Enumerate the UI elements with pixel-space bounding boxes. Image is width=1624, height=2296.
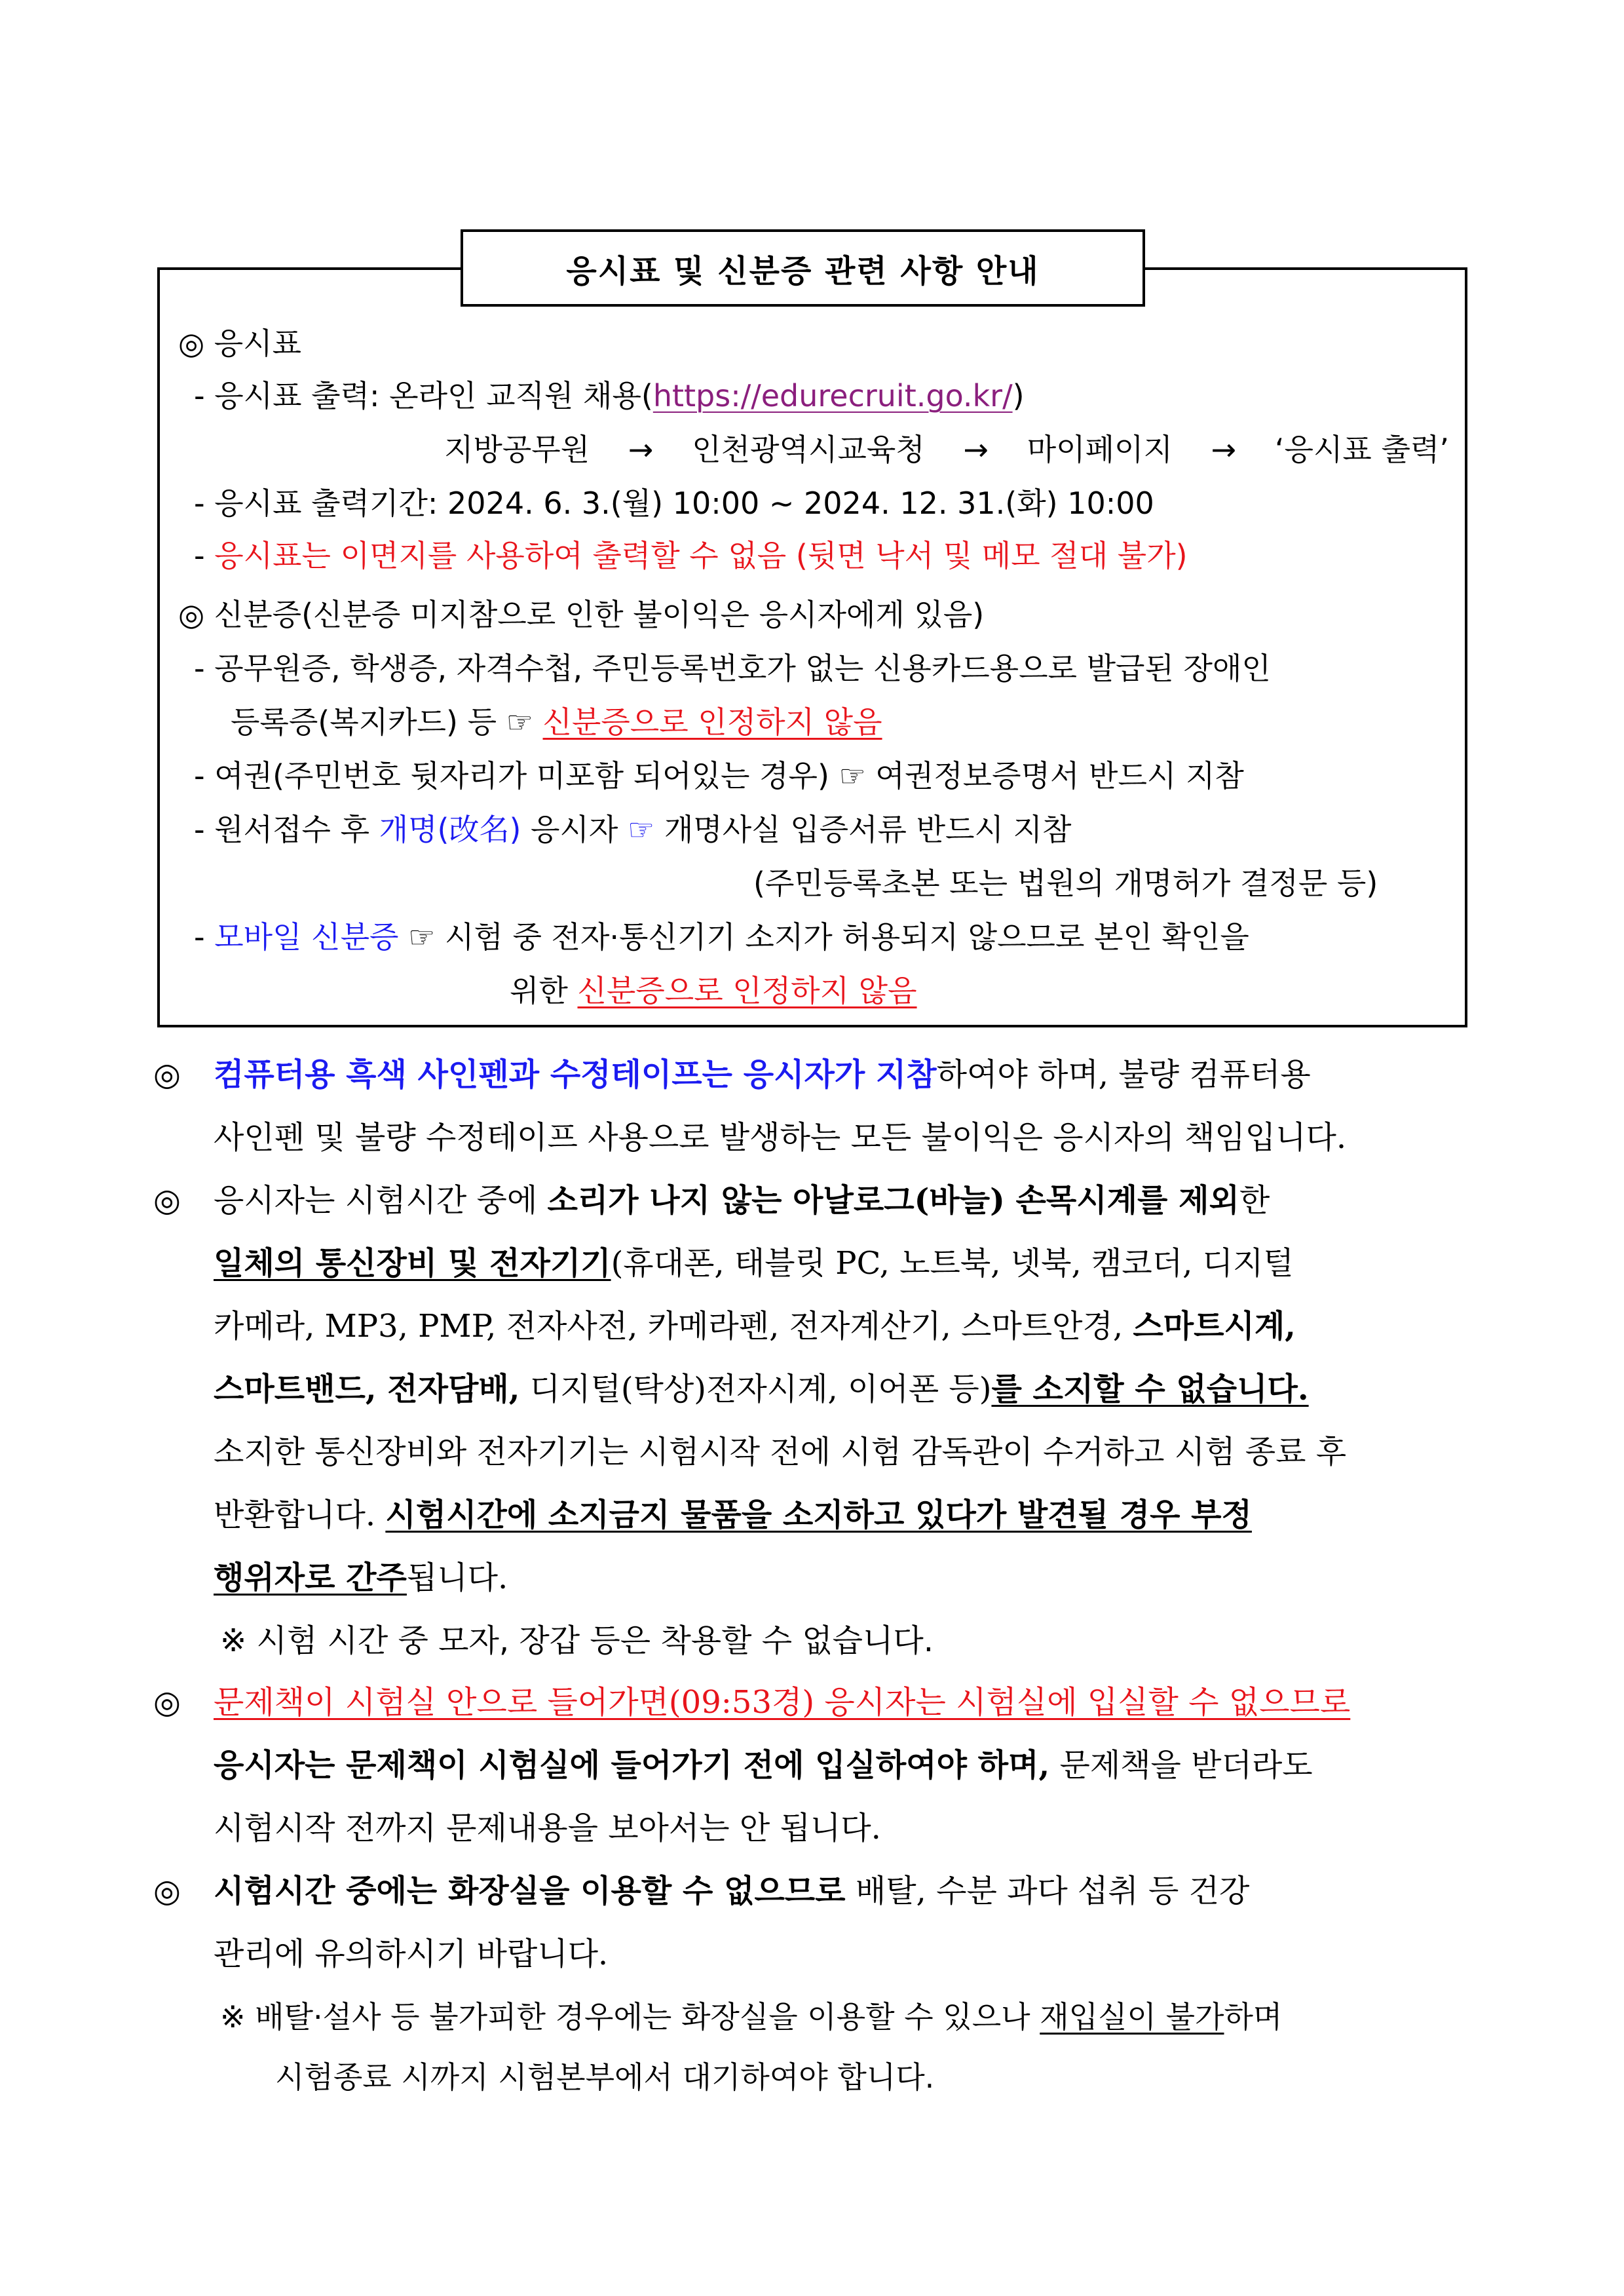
ticket-backside-line bbox=[194, 536, 1188, 575]
device-text: 디지털(탁상)전자시계, 이어폰 등) bbox=[519, 1371, 992, 1407]
pen-notice-rest: 하여야 하며, 불량 컴퓨터용 bbox=[936, 1056, 1311, 1093]
device-text: 카메라, MP3, PMP, 전자사전, 카메라펜, 전자계산기, 스마트안경, bbox=[214, 1308, 1133, 1345]
id-rename-suffix: 개명사실 입증서류 반드시 지참 bbox=[654, 812, 1072, 847]
device-notice-line2 bbox=[214, 1244, 1294, 1283]
path-step: 마이페이지 bbox=[1027, 432, 1173, 467]
hat-note: ※ 시험 시간 중 모자, 장갑 등은 착용할 수 없습니다. bbox=[220, 1622, 934, 1659]
id-mobile-line2 bbox=[510, 971, 917, 1010]
id-rename-prefix: - 원서접수 후 bbox=[194, 812, 379, 847]
toilet-text: 배탈, 수분 과다 섭취 등 건강 bbox=[845, 1873, 1250, 1909]
device-notice-line3 bbox=[214, 1307, 1296, 1346]
arrow-icon: → bbox=[628, 432, 654, 467]
booklet-bold: 응시자는 문제책이 시험실에 들어가기 전에 입실하여야 하며, bbox=[214, 1747, 1050, 1784]
booklet-notice-line2 bbox=[214, 1746, 1313, 1785]
device-text: 응시자는 시험시간 중에 bbox=[214, 1182, 548, 1219]
device-text: 반환합니다. bbox=[214, 1497, 386, 1533]
id-passport: - 여권(주민번호 뒷자리가 미포함 되어있는 경우) ☞ 여권정보증명서 반드시 지참 bbox=[194, 758, 1244, 794]
id-rename-line bbox=[194, 810, 1071, 849]
device-notice-line4 bbox=[214, 1369, 1309, 1409]
id-heading: ◎ 신분증(신분증 미지참으로 인한 불이익은 응시자에게 있음) bbox=[178, 597, 985, 632]
box-title: 응시표 및 신분증 관련 사항 안내 bbox=[461, 229, 1145, 307]
id-item1-text: 등록증(복지카드) 등 ☞ bbox=[231, 704, 543, 740]
toilet-notice-line2: 관리에 유의하시기 바랍니다. bbox=[214, 1936, 609, 1972]
booklet-notice-line1: 문제책이 시험실 안으로 들어가면(09:53경) 응시자는 시험실에 입실할 수 없으므로 bbox=[214, 1684, 1351, 1721]
path-step: 지방공무원 bbox=[444, 432, 590, 467]
path-step: 인천광역시교육청 bbox=[692, 432, 925, 467]
id-item1-not-accepted: 신분증으로 인정하지 않음 bbox=[542, 704, 882, 740]
booklet-text: 문제책을 받더라도 bbox=[1049, 1747, 1313, 1784]
id-mobile-line bbox=[194, 917, 1249, 957]
device-notice-line1 bbox=[214, 1181, 1270, 1220]
device-bold: 스마트시계, bbox=[1133, 1308, 1296, 1345]
device-notice-line5: 소지한 통신장비와 전자기기는 시험시작 전에 시험 감독관이 수거하고 시험 종료 후 bbox=[214, 1434, 1347, 1470]
id-item1-line2 bbox=[231, 702, 882, 742]
id-rename-docs: (주민등록초본 또는 법원의 개명허가 결정문 등) bbox=[753, 866, 1378, 901]
dash: - bbox=[194, 919, 215, 955]
exception-note-line2: 시험종료 시까지 시험본부에서 대기하여야 합니다. bbox=[275, 2059, 935, 2095]
exception-text: 하며 bbox=[1224, 1999, 1283, 2035]
device-text: 한 bbox=[1239, 1182, 1270, 1219]
ticket-print-path bbox=[444, 430, 1449, 469]
exception-text: ※ 배탈·설사 등 불가피한 경우에는 화장실을 이용할 수 있으나 bbox=[220, 1999, 1040, 2035]
edurecruit-link[interactable]: https://edurecruit.go.kr/ bbox=[652, 378, 1013, 413]
bullet-mark: ◎ bbox=[153, 1056, 181, 1093]
device-text: (휴대폰, 태블릿 PC, 노트북, 넷북, 캠코더, 디지털 bbox=[611, 1245, 1294, 1282]
device-notice-line6 bbox=[214, 1495, 1252, 1535]
device-bold-underline: 행위자로 간주 bbox=[214, 1559, 407, 1596]
id-mobile-highlight: 모바일 신분증 bbox=[214, 919, 399, 955]
ticket-backside-warning: 응시표는 이면지를 사용하여 출력할 수 없음 (뒷면 낙서 및 메모 절대 불가) bbox=[214, 538, 1188, 573]
exception-underline: 재입실이 불가 bbox=[1040, 1999, 1224, 2035]
id-mobile-not-accepted: 신분증으로 인정하지 않음 bbox=[577, 973, 917, 1008]
pointing-hand-icon: ☞ bbox=[627, 812, 655, 847]
ticket-print-prefix: - 응시표 출력: 온라인 교직원 채용( bbox=[194, 378, 653, 413]
ticket-print-suffix: ) bbox=[1012, 378, 1025, 413]
path-step: ‘응시표 출력’ bbox=[1274, 432, 1449, 467]
bullet-mark: ◎ bbox=[153, 1873, 181, 1909]
device-notice-line7 bbox=[214, 1558, 508, 1598]
id-rename-mid: 응시자 bbox=[521, 812, 628, 847]
ticket-period: - 응시표 출력기간: 2024. 6. 3.(월) 10:00 ~ 2024. 12. 31.(화) 10:00 bbox=[194, 486, 1154, 521]
exception-note-line1 bbox=[220, 1997, 1282, 2037]
pen-notice-highlight: 컴퓨터용 흑색 사인펜과 수정테이프는 응시자가 지참 bbox=[214, 1056, 937, 1093]
ticket-print-line bbox=[194, 376, 1025, 415]
device-bold-underline: 를 소지할 수 없습니다. bbox=[991, 1371, 1309, 1407]
bullet-mark: ◎ bbox=[153, 1684, 181, 1721]
device-bold: 스마트밴드, 전자담배, bbox=[214, 1371, 520, 1407]
arrow-icon: → bbox=[1211, 432, 1237, 467]
ticket-heading: ◎ 응시표 bbox=[178, 326, 302, 361]
dash: - bbox=[194, 538, 215, 573]
pen-notice-line1 bbox=[214, 1055, 1311, 1094]
toilet-notice-line1 bbox=[214, 1871, 1249, 1911]
device-text: 됩니다. bbox=[406, 1559, 508, 1596]
id-mobile-line2-prefix: 위한 bbox=[510, 973, 578, 1008]
booklet-notice-line3: 시험시작 전까지 문제내용을 보아서는 안 됩니다. bbox=[214, 1810, 881, 1846]
toilet-bold: 시험시간 중에는 화장실을 이용할 수 없으므로 bbox=[214, 1873, 846, 1909]
id-mobile-rest: ☞ 시험 중 전자·통신기기 소지가 허용되지 않으므로 본인 확인을 bbox=[398, 919, 1249, 955]
device-bold-underline: 시험시간에 소지금지 물품을 소지하고 있다가 발견될 경우 부정 bbox=[385, 1497, 1252, 1533]
pen-notice-line2: 사인펜 및 불량 수정테이프 사용으로 발생하는 모든 불이익은 응시자의 책임입니다. bbox=[214, 1119, 1347, 1156]
id-rename-highlight: 개명(改名) bbox=[379, 812, 521, 847]
device-bold-underline: 일체의 통신장비 및 전자기기 bbox=[214, 1245, 611, 1282]
arrow-icon: → bbox=[963, 432, 989, 467]
device-bold: 소리가 나지 않는 아날로그(바늘) 손목시계를 제외 bbox=[547, 1182, 1239, 1219]
id-item1-line1: - 공무원증, 학생증, 자격수첩, 주민등록번호가 없는 신용카드용으로 발급된 장애인 bbox=[194, 651, 1271, 686]
bullet-mark: ◎ bbox=[153, 1182, 181, 1219]
